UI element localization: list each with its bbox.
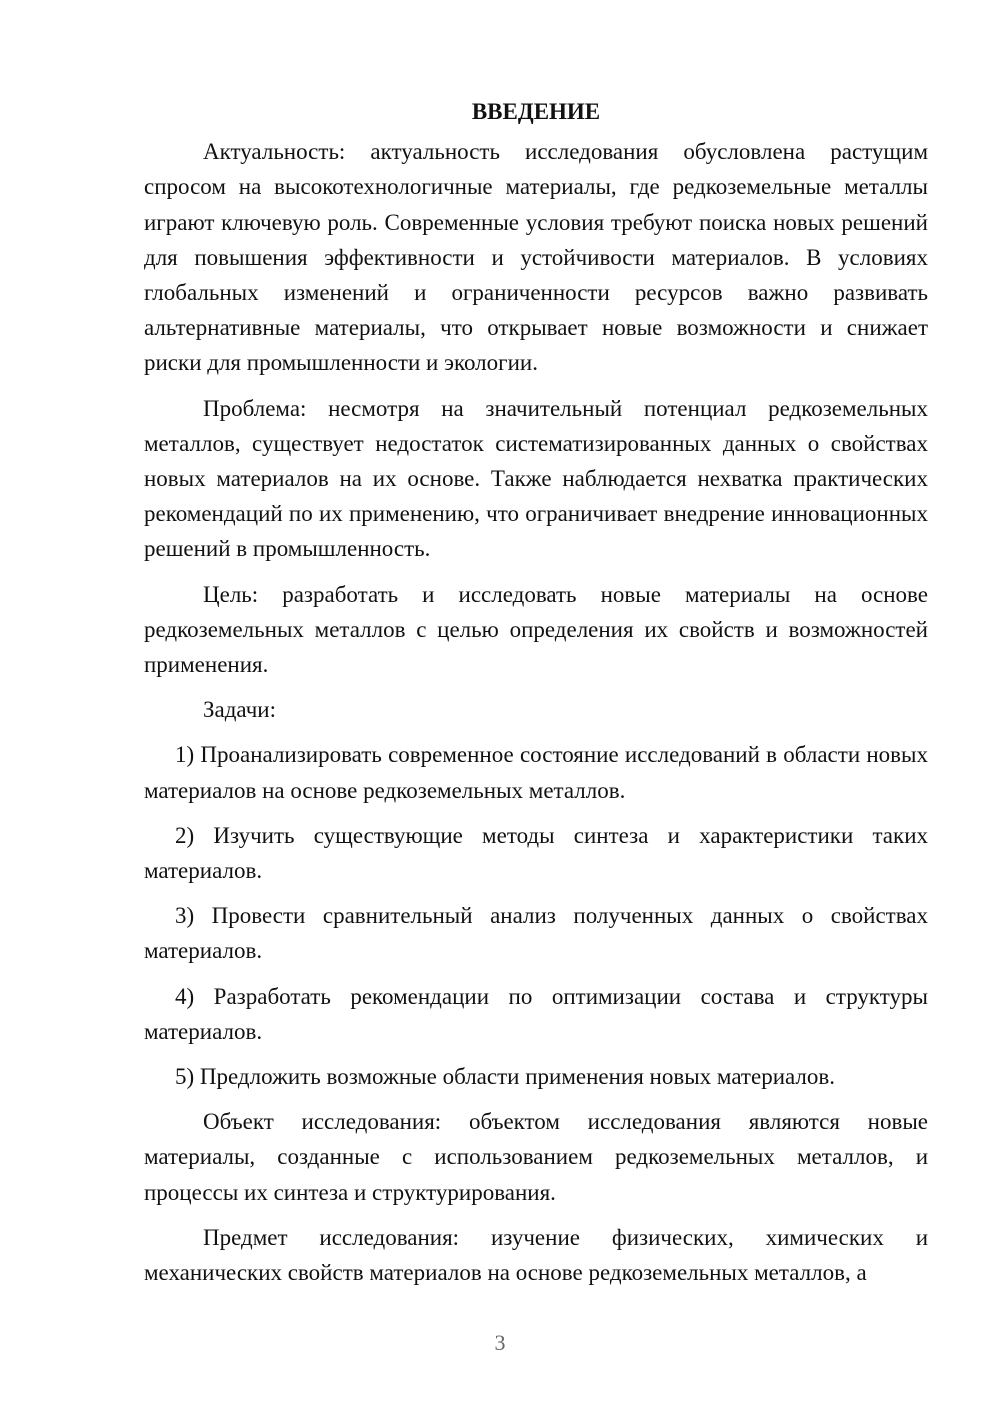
paragraph-relevance: Актуальность: актуальность исследования обусловлена растущим спросом на высокотехнологичные материалы, где редкоземельные металлы играют ключевую роль. Современные условия требуют поиска новых решений для повышения эффективности и устойчивости материалов. В условиях глобальных изменений и ограниченности ресурсов важно развивать альтернативные материалы, что открывает новые возможности и снижает риски для промышленности и экологии. [144,139,928,376]
page-content [144,94,928,1290]
page-number: 3 [494,1330,506,1355]
task-item-1: 1) Проанализировать современное состояние исследований в области новых материалов на основе редкоземельных металлов. [144,742,928,803]
task-item-4: 4) Разработать рекомендации по оптимизации состава и структуры материалов. [144,983,928,1044]
paragraph-tasks-heading: Задачи: [203,697,276,723]
paragraph-object: Объект исследования: объектом исследования являются новые материалы, созданные с использованием редкоземельных металлов, и процессы их синтеза и структурирования. [144,1109,928,1205]
task-item-5: 5) Предложить возможные области применения новых материалов. [175,1064,836,1090]
task-item-3: 3) Провести сравнительный анализ полученных данных о свойствах материалов. [144,903,928,964]
paragraph-goal: Цель: разработать и исследовать новые материалы на основе редкоземельных металлов с целью определения их свойств и возможностей применения. [144,581,928,678]
paragraph-subject: Предмет исследования: изучение физических, химических и механических свойств материалов на основе редкоземельных металлов, а [144,1224,928,1286]
section-title: ВВЕДЕНИЕ [471,99,601,124]
task-item-2: 2) Изучить существующие методы синтеза и характеристики таких материалов. [144,822,928,884]
paragraph-problem: Проблема: несмотря на значительный потенциал редкоземельных металлов, существует недостаток систематизированных данных о свойствах новых материалов на их основе. Также наблюдается нехватка практических рекомендаций по их применению, что ограничивает внедрение инновационных решений в промышленность. [144,395,928,562]
